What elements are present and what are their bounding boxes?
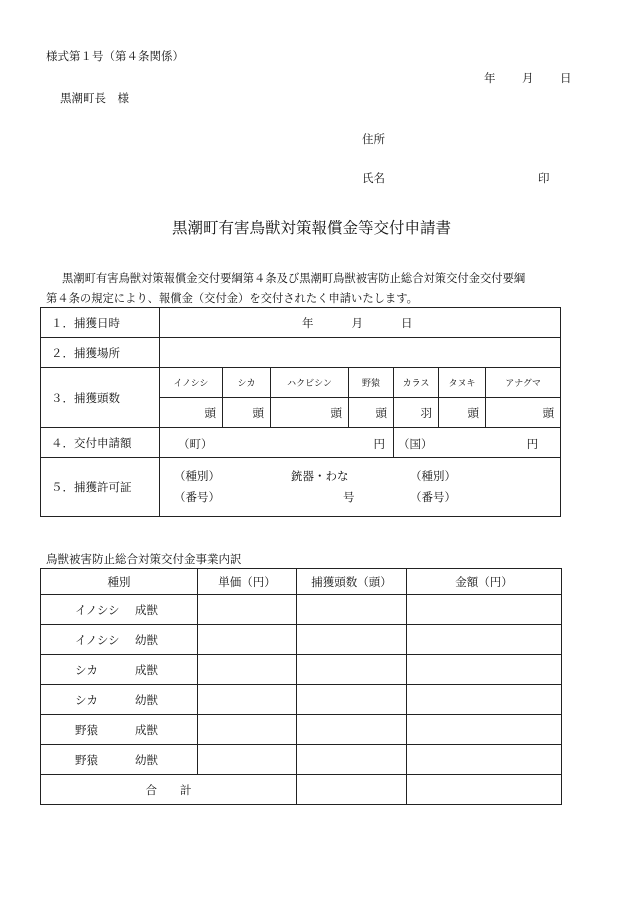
unit-price-field[interactable] bbox=[198, 715, 297, 745]
unit-price-field[interactable] bbox=[198, 685, 297, 715]
capture-place-label: ２．捕獲場所 bbox=[41, 338, 160, 368]
row-animal: イノシシ bbox=[75, 602, 120, 617]
seal-label: 印 bbox=[538, 171, 550, 185]
row-age: 成獣 bbox=[135, 722, 158, 737]
count-field[interactable] bbox=[297, 715, 407, 745]
row-type bbox=[41, 625, 198, 655]
row-age: 幼獣 bbox=[135, 752, 158, 767]
amount-field[interactable] bbox=[407, 625, 562, 655]
species-monkey: 野猿 bbox=[349, 368, 394, 398]
capture-date-field[interactable] bbox=[160, 308, 561, 338]
capture-count-label: ３．捕獲頭数 bbox=[41, 368, 160, 428]
count-field[interactable] bbox=[297, 595, 407, 625]
national-amount-field[interactable] bbox=[394, 428, 561, 458]
row-animal: シカ bbox=[75, 662, 98, 677]
application-table bbox=[40, 307, 561, 517]
capture-year: 年 bbox=[302, 315, 314, 330]
row-age: 幼獣 bbox=[135, 632, 158, 647]
permit-number1: （番号） bbox=[174, 490, 220, 504]
count-field[interactable] bbox=[297, 625, 407, 655]
capture-date-label: １．捕獲日時 bbox=[41, 308, 160, 338]
date-day: 日 bbox=[560, 71, 572, 85]
body-text-line1: 黒潮町有害鳥獣対策報償金交付要綱第４条及び黒潮町鳥獣被害防止総合対策交付金交付要綱 bbox=[62, 272, 526, 285]
breakdown-table bbox=[40, 568, 562, 805]
row-animal: イノシシ bbox=[75, 632, 120, 647]
addressee: 黒潮町長 様 bbox=[60, 91, 129, 105]
amount-field[interactable] bbox=[407, 655, 562, 685]
header-unit-price: 単価（円） bbox=[198, 569, 297, 595]
count-field[interactable] bbox=[297, 655, 407, 685]
row-age: 成獣 bbox=[135, 662, 158, 677]
date-year: 年 bbox=[484, 71, 496, 85]
permit-label: ５．捕獲許可証 bbox=[41, 458, 160, 517]
permit-number2: （番号） bbox=[410, 490, 456, 504]
row-type bbox=[41, 595, 198, 625]
count-raccoon-dog-field[interactable]: 頭 bbox=[439, 398, 486, 428]
total-count-field[interactable] bbox=[297, 775, 407, 805]
row-animal: シカ bbox=[75, 692, 98, 707]
amount-field[interactable] bbox=[407, 745, 562, 775]
total-amount-field[interactable] bbox=[407, 775, 562, 805]
permit-type2: （種別） bbox=[410, 469, 456, 483]
amount-row bbox=[41, 428, 561, 458]
table-row bbox=[41, 715, 562, 745]
capture-count-species-row bbox=[41, 368, 561, 398]
row-age: 成獣 bbox=[135, 602, 158, 617]
unit-price-field[interactable] bbox=[198, 625, 297, 655]
town-label: （町） bbox=[178, 437, 213, 451]
permit-field[interactable] bbox=[160, 458, 561, 517]
header-count: 捕獲頭数（頭） bbox=[297, 569, 407, 595]
national-label: （国） bbox=[398, 437, 433, 451]
form-number: 様式第１号（第４条関係） bbox=[46, 49, 184, 63]
row-animal: 野猿 bbox=[75, 722, 98, 737]
permit-row bbox=[41, 458, 561, 517]
table-row bbox=[41, 655, 562, 685]
capture-day: 日 bbox=[401, 315, 413, 330]
amount-field[interactable] bbox=[407, 715, 562, 745]
town-amount-field[interactable] bbox=[160, 428, 394, 458]
species-raccoon-dog: タヌキ bbox=[439, 368, 486, 398]
breakdown-header-row bbox=[41, 569, 562, 595]
unit-price-field[interactable] bbox=[198, 745, 297, 775]
breakdown-caption: 鳥獣被害防止総合対策交付金事業内訳 bbox=[46, 552, 242, 566]
permit-go: 号 bbox=[343, 490, 355, 504]
name-label: 氏名 bbox=[362, 171, 385, 185]
count-civet-field[interactable]: 頭 bbox=[271, 398, 349, 428]
table-row bbox=[41, 685, 562, 715]
permit-method: 銃器・わな bbox=[291, 469, 349, 483]
count-field[interactable] bbox=[297, 745, 407, 775]
species-civet: ハクビシン bbox=[271, 368, 349, 398]
permit-type1: （種別） bbox=[174, 469, 220, 483]
count-monkey-field[interactable]: 頭 bbox=[349, 398, 394, 428]
row-type bbox=[41, 685, 198, 715]
national-yen: 円 bbox=[526, 437, 539, 451]
species-boar: イノシシ bbox=[160, 368, 223, 398]
date-month: 月 bbox=[522, 71, 534, 85]
row-age: 幼獣 bbox=[135, 692, 158, 707]
species-badger: アナグマ bbox=[486, 368, 561, 398]
town-yen: 円 bbox=[373, 437, 385, 451]
table-row bbox=[41, 595, 562, 625]
document-title: 黒潮町有害鳥獣対策報償金等交付申請書 bbox=[172, 219, 452, 237]
table-row bbox=[41, 745, 562, 775]
row-type bbox=[41, 715, 198, 745]
count-crow-field[interactable]: 羽 bbox=[394, 398, 439, 428]
species-crow: カラス bbox=[394, 368, 439, 398]
row-type bbox=[41, 745, 198, 775]
count-deer-field[interactable]: 頭 bbox=[223, 398, 271, 428]
amount-field[interactable] bbox=[407, 685, 562, 715]
row-animal: 野猿 bbox=[75, 752, 98, 767]
total-label: 合 計 bbox=[41, 775, 297, 805]
total-row bbox=[41, 775, 562, 805]
count-boar-field[interactable]: 頭 bbox=[160, 398, 223, 428]
amount-label: ４．交付申請額 bbox=[41, 428, 160, 458]
unit-price-field[interactable] bbox=[198, 595, 297, 625]
count-field[interactable] bbox=[297, 685, 407, 715]
amount-field[interactable] bbox=[407, 595, 562, 625]
capture-place-field[interactable] bbox=[160, 338, 561, 368]
unit-price-field[interactable] bbox=[198, 655, 297, 685]
species-deer: シカ bbox=[223, 368, 271, 398]
header-amount: 金額（円） bbox=[407, 569, 562, 595]
address-label: 住所 bbox=[362, 132, 385, 146]
table-row bbox=[41, 625, 562, 655]
body-text-line2: 第４条の規定により、報償金（交付金）を交付されたく申請いたします。 bbox=[46, 292, 418, 305]
capture-month: 月 bbox=[351, 315, 363, 330]
capture-place-row bbox=[41, 338, 561, 368]
capture-date-row bbox=[41, 308, 561, 338]
row-type bbox=[41, 655, 198, 685]
header-type: 種別 bbox=[41, 569, 198, 595]
count-badger-field[interactable]: 頭 bbox=[486, 398, 561, 428]
